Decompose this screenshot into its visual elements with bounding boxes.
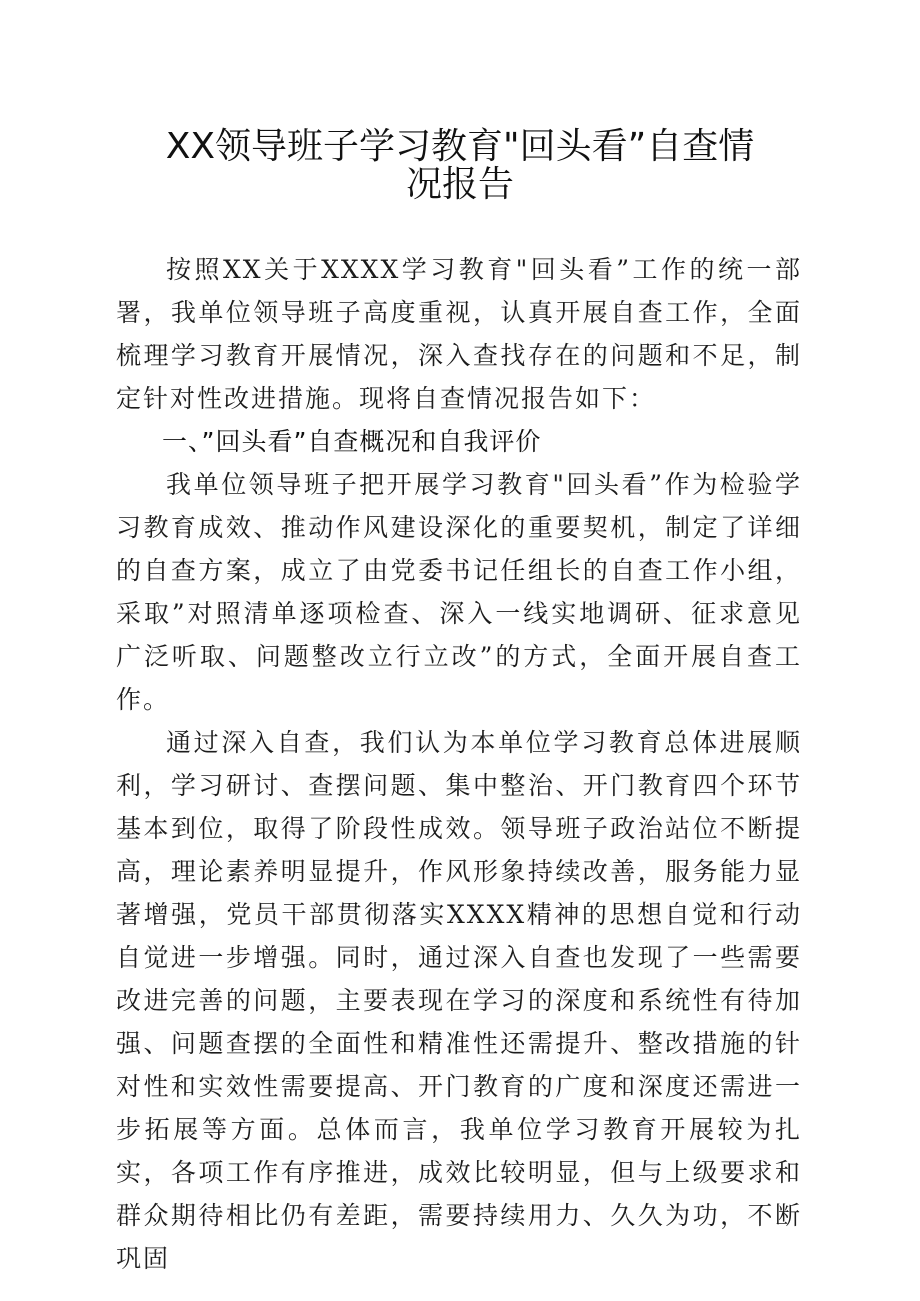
document-title: XX领导班子学习教育"回头看”自查情况报告 [165, 126, 755, 205]
body-paragraph: 我单位领导班子把开展学习教育"回头看”作为检验学习教育成效、推动作风建设深化的重要契机，制定了详细的自查方案，成立了由党委书记任组长的自查工作小组，采取”对照清单逐项检查、深入一线实地调研、征求意见广泛听取、问题整改立行立改”的方式，全面开展自查工作。 [116, 470, 802, 714]
body-paragraph: 通过深入自查，我们认为本单位学习教育总体进展顺利，学习研讨、查摆问题、集中整治、开门教育四个环节基本到位，取得了阶段性成效。领导班子政治站位不断提高，理论素养明显提升，作风形象持续改善，服务能力显著增强，党员干部贯彻落实XXXX精神的思想自觉和行动自觉进一步增强。同时，通过深入自查也发现了一些需要改进完善的问题，主要表现在学习的深度和系统性有待加强、问题查摆的全面性和精准性还需提升、整改措施的针对性和实效性需要提高、开门教育的广度和深度还需进一步拓展等方面。总体而言，我单位学习教育开展较为扎实，各项工作有序推进，成效比较明显，但与上级要求和群众期待相比仍有差距，需要持续用力、久久为功，不断巩固 [116, 728, 802, 1273]
intro-paragraph: 按照XX关于XXXX学习教育"回头看”工作的统一部署，我单位领导班子高度重视，认真开展自查工作，全面梳理学习教育开展情况，深入查找存在的问题和不足，制定针对性改进措施。现将自查情况报告如下： [116, 255, 802, 413]
section-heading: 一、”回头看”自查概况和自我评价 [162, 427, 542, 456]
document-body [116, 248, 802, 1280]
